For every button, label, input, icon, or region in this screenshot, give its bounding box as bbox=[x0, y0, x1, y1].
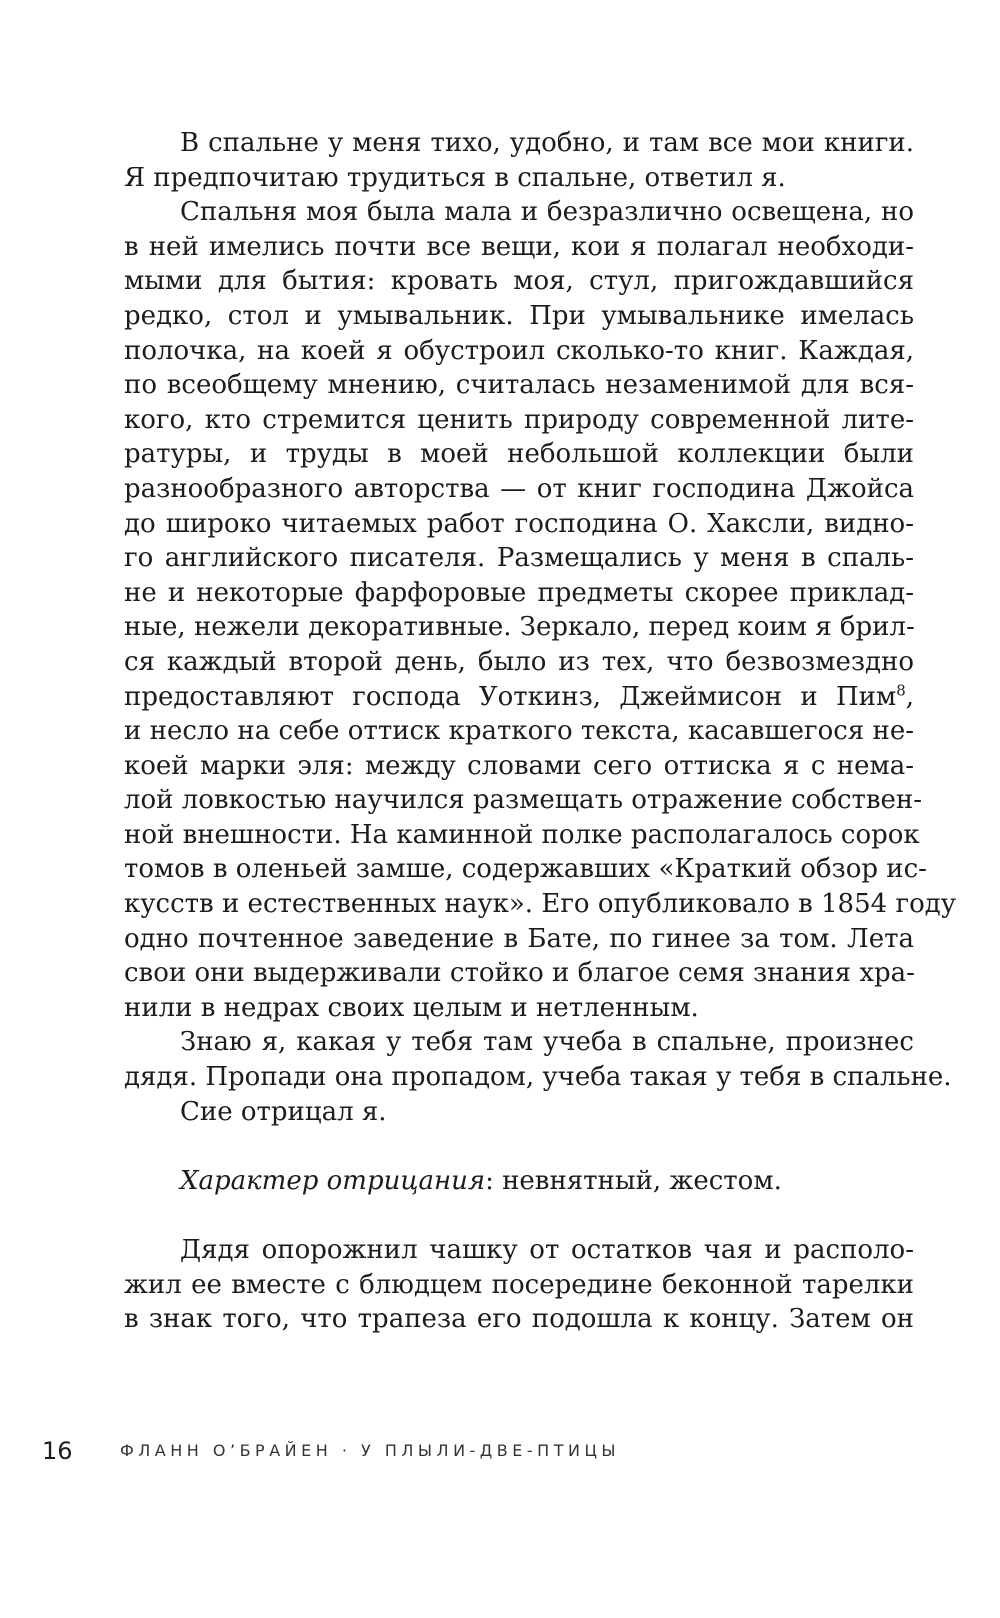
characterization-label: Характер отрицания bbox=[180, 1165, 486, 1196]
text-line: нили в недрах своих целым и нетленным. bbox=[124, 992, 699, 1023]
text-line: В спальне у меня тихо, удобно, и там все мои книги. bbox=[180, 128, 914, 158]
footnote-marker[interactable]: 8 bbox=[896, 680, 906, 699]
text-line: по всеобщему мнению, считалась незаменимой для вся- bbox=[124, 370, 914, 401]
page-footer bbox=[42, 1437, 942, 1477]
text-line: разнообразного авторства — от книг господина Джойса bbox=[124, 473, 914, 504]
text-line: Сие отрицал я. bbox=[180, 1096, 387, 1127]
text-line: Я предпочитаю трудиться в спальне, ответил я. bbox=[124, 162, 786, 193]
text-line: полочка, на коей я обустроил сколько-то книг. Каждая, bbox=[124, 335, 914, 366]
page-number: 16 bbox=[42, 1437, 73, 1465]
text-line: Спальня моя была мала и безразлично освещена, но bbox=[180, 197, 914, 228]
blank-line bbox=[124, 1129, 914, 1164]
text-line: мыми для бытия: кровать моя, стул, пригождавшийся bbox=[124, 266, 914, 297]
text-line: кого, кто стремится ценить природу современной лите- bbox=[124, 404, 914, 435]
text-line: ся каждый второй день, было из тех, что безвозмездно bbox=[124, 646, 914, 677]
text-line: дядя. Пропади она пропадом, учеба такая у тебя в спальне. bbox=[124, 1062, 952, 1093]
text-line: до широко читаемых работ господина О. Хаксли, видно- bbox=[124, 508, 914, 539]
text-line: Знаю я, какая у тебя там учеба в спальне, произнес bbox=[180, 1027, 914, 1058]
characterization-text: : невнятный, жестом. bbox=[485, 1165, 782, 1196]
text-line: в ней имелись почти все вещи, кои я полагал необходи- bbox=[124, 231, 914, 262]
body-text bbox=[124, 126, 957, 1337]
text-line: ные, нежели декоративные. Зеркало, перед коим я брил- bbox=[124, 612, 915, 643]
text-line: жил ее вместе с блюдцем посередине беконной тарелки bbox=[124, 1269, 914, 1300]
text-line: свои они выдерживали стойко и благое семя знания хра- bbox=[124, 958, 915, 989]
text-line: ратуры, и труды в моей небольшой коллекции были bbox=[124, 439, 914, 470]
text-line: и несло на себе оттиск краткого текста, касавшегося не- bbox=[124, 716, 914, 747]
text-line: Дядя опорожнил чашку от остатков чая и располо- bbox=[180, 1235, 914, 1265]
running-head: ФЛАНН О’БРАЙЕН · У ПЛЫЛИ-ДВЕ-ПТИЦЫ bbox=[120, 1441, 620, 1460]
text-line-content: предоставляют господа Уоткинз, Джеймисон и Пим bbox=[124, 681, 897, 712]
text-line: одно почтенное заведение в Бате, по гинее за том. Лета bbox=[124, 923, 914, 954]
footnote-trailing-comma: , bbox=[905, 681, 914, 712]
text-line: редко, стол и умывальник. При умывальнике имелась bbox=[124, 300, 914, 331]
text-line-with-footnote bbox=[124, 680, 914, 715]
text-line: в знак того, что трапеза его подошла к концу. Затем он bbox=[124, 1304, 914, 1335]
text-line: коей марки эля: между словами сего оттиска я с нема- bbox=[124, 750, 914, 781]
text-line: не и некоторые фарфоровые предметы скорее приклад- bbox=[124, 577, 914, 608]
blank-line bbox=[124, 1198, 914, 1233]
text-line: лой ловкостью научился размещать отражение собствен- bbox=[124, 785, 923, 816]
text-line: го английского писателя. Размещались у меня в спаль- bbox=[124, 543, 914, 574]
text-line: томов в оленьей замше, содержавших «Краткий обзор ис- bbox=[124, 854, 927, 885]
text-line: ной внешности. На каминной полке располагалось сорок bbox=[124, 819, 920, 850]
characterization-line bbox=[124, 1164, 914, 1199]
text-line: кусств и естественных наук». Его опубликовало в 1854 году bbox=[124, 889, 957, 920]
